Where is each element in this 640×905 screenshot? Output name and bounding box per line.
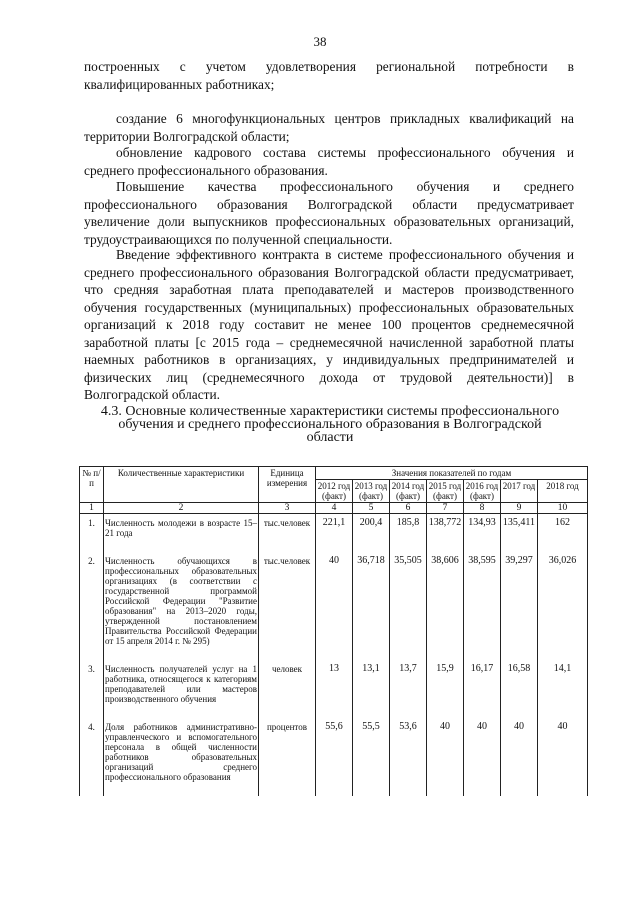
characteristics-table (79, 466, 588, 796)
row-value: 135,411 (501, 514, 538, 553)
row-number: 3. (80, 660, 104, 718)
column-number: 2 (104, 503, 259, 514)
column-number: 10 (538, 503, 588, 514)
table-row (80, 514, 588, 553)
paragraph-4: Повышение качества профессионального обучения и среднего профессионального образования Волгоградской области предусматривает увеличение доли выпускников профессиональных образовательных организаций, трудоустраивающихся по полученной специальности. (84, 179, 574, 247)
row-value: 39,297 (501, 552, 538, 660)
row-value: 185,8 (390, 514, 427, 553)
row-value: 40 (427, 718, 464, 796)
row-value: 38,595 (464, 552, 501, 660)
row-value: 55,6 (316, 718, 353, 796)
row-unit: процентов (259, 718, 316, 796)
row-value: 40 (316, 552, 353, 660)
column-number: 1 (80, 503, 104, 514)
paragraph-5: Введение эффективного контракта в системе профессионального обучения и среднего профессионального образования Волгоградской области предусматривает, что средняя заработная плата преподавателей и мастеров производственного обучения государственных (муниципальных) профессиональных образовательных организаций к 2018 году составит не менее 100 процентов среднемесячной заработной платы [с 2015 года – среднемесячной начисленной заработной платы наемных работников в организациях, у индивидуальных предпринимателей и физических лиц (среднемесячного дохода от трудовой деятельности)] в Волгоградской области. (84, 247, 574, 402)
section-heading: 4.3. Основные количественные характеристики системы профессионального обучения и среднего профессионального образования в Волгоградской области (100, 404, 560, 445)
header-values-group: Значения показателей по годам (316, 467, 588, 480)
column-number: 4 (316, 503, 353, 514)
row-value: 200,4 (353, 514, 390, 553)
row-number: 1. (80, 514, 104, 553)
row-unit: тыс.человек (259, 514, 316, 553)
column-number: 9 (501, 503, 538, 514)
row-value: 55,5 (353, 718, 390, 796)
column-number: 8 (464, 503, 501, 514)
row-value: 13 (316, 660, 353, 718)
row-value: 221,1 (316, 514, 353, 553)
table-row (80, 718, 588, 796)
header-characteristic: Количественные характеристики (104, 467, 259, 503)
row-value: 40 (464, 718, 501, 796)
row-value: 53,6 (390, 718, 427, 796)
row-value: 138,772 (427, 514, 464, 553)
row-unit: тыс.человек (259, 552, 316, 660)
paragraph-1: построенных с учетом удовлетворения региональной потребности в квалифицированных работниках; (84, 59, 574, 92)
header-year: 2015 год (факт) (427, 480, 464, 503)
row-characteristic: Доля работников административно-управленческого и вспомогательного персонала в общей численности работников образовательных организаций среднего профессионального образования (104, 718, 259, 796)
table-row (80, 552, 588, 660)
header-year: 2013 год (факт) (353, 480, 390, 503)
header-year: 2016 год (факт) (464, 480, 501, 503)
row-value: 13,7 (390, 660, 427, 718)
column-numbers-row (80, 503, 588, 514)
row-value: 16,58 (501, 660, 538, 718)
table-row (80, 660, 588, 718)
row-number: 2. (80, 552, 104, 660)
row-value: 13,1 (353, 660, 390, 718)
paragraph-2: создание 6 многофункциональных центров прикладных квалификаций на территории Волгоградской области; (84, 111, 574, 144)
row-characteristic: Численность получателей услуг на 1 работника, относящегося к категориям преподавателей или мастеров производственного обучения (104, 660, 259, 718)
row-value: 36,718 (353, 552, 390, 660)
row-value: 15,9 (427, 660, 464, 718)
column-number: 6 (390, 503, 427, 514)
row-characteristic: Численность молодежи в возрасте 15–21 года (104, 514, 259, 553)
row-value: 16,17 (464, 660, 501, 718)
header-unit: Единица измерения (259, 467, 316, 503)
column-number: 7 (427, 503, 464, 514)
row-value: 40 (538, 718, 588, 796)
column-number: 5 (353, 503, 390, 514)
header-year: 2014 год (факт) (390, 480, 427, 503)
row-value: 38,606 (427, 552, 464, 660)
column-number: 3 (259, 503, 316, 514)
row-value: 36,026 (538, 552, 588, 660)
row-value: 40 (501, 718, 538, 796)
row-value: 134,93 (464, 514, 501, 553)
header-year: 2018 год (538, 480, 588, 503)
page-number: 38 (313, 34, 327, 49)
row-number: 4. (80, 718, 104, 796)
row-value: 162 (538, 514, 588, 553)
row-unit: человек (259, 660, 316, 718)
paragraph-3: обновление кадрового состава системы профессионального обучения и среднего профессионального образования. (84, 145, 574, 178)
row-value: 14,1 (538, 660, 588, 718)
header-year: 2012 год (факт) (316, 480, 353, 503)
header-number: № п/п (80, 467, 104, 503)
row-value: 35,505 (390, 552, 427, 660)
row-characteristic: Численность обучающихся в профессиональных образовательных организациях (в соответствии с государственной программой Российской Федерации "Развитие образования" на 2013–2020 годы, утвержденной постановлением Правительства Российской Федерации от 15 апреля 2014 г. № 295) (104, 552, 259, 660)
header-year: 2017 год (501, 480, 538, 503)
